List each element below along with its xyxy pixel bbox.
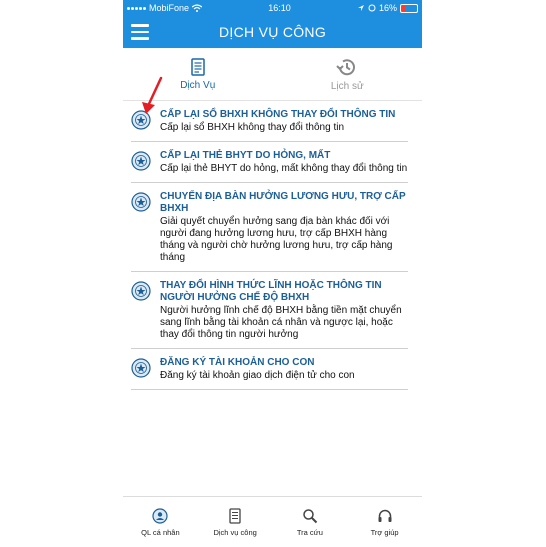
alarm-icon (368, 4, 376, 12)
nav-personal-label: QL cá nhân (141, 527, 180, 537)
service-description: Cấp lại sổ BHXH không thay đổi thông tin (160, 122, 344, 133)
signal-icon (127, 7, 146, 10)
clock: 16:10 (268, 3, 291, 13)
menu-icon[interactable] (131, 24, 149, 40)
tab-services-label: Dịch Vụ (180, 79, 216, 91)
tab-history-label: Lịch sử (330, 80, 364, 92)
service-description: Cấp lại thẻ BHYT do hỏng, mất không thay đổi thông tin (160, 163, 408, 174)
nav-lookup[interactable] (273, 497, 348, 547)
carrier-label: MobiFone (149, 3, 190, 13)
list-item[interactable] (131, 183, 408, 272)
service-description: Giải quyết chuyển hưởng sang địa bàn khác đối với người đang hưởng lương hưu, trợ cấp BHXH hàng tháng và người chờ hưởng lương hưu, trợ cấp hàng tháng (160, 216, 393, 263)
list-item[interactable] (131, 349, 408, 390)
bhxh-logo-icon (131, 151, 151, 171)
nav-help-label: Trợ giúp (370, 527, 399, 537)
service-title: ĐĂNG KÝ TÀI KHOẢN CHO CON (160, 357, 315, 368)
battery-icon (400, 4, 418, 13)
bhxh-logo-icon (131, 192, 151, 212)
list-item[interactable] (131, 272, 408, 349)
app-bar (123, 16, 422, 48)
status-bar (123, 0, 422, 16)
nav-help[interactable] (347, 497, 422, 547)
headset-icon (377, 508, 393, 524)
document-icon (229, 508, 241, 524)
tab-bar (123, 48, 422, 101)
annotation-arrow-icon (139, 76, 165, 116)
wifi-icon (192, 4, 202, 12)
search-icon (302, 508, 318, 524)
location-icon (357, 4, 365, 12)
history-icon (336, 57, 358, 77)
service-title: THAY ĐỔI HÌNH THỨC LĨNH HOẶC THÔNG TIN NGƯỜI HƯỞNG CHẾ ĐỘ BHXH (160, 280, 382, 303)
service-title: CẤP LẠI THẺ BHYT DO HỎNG, MẤT (160, 150, 331, 161)
bottom-nav (123, 496, 422, 547)
list-item[interactable] (131, 142, 408, 183)
list-item[interactable] (131, 101, 408, 142)
bhxh-logo-icon (131, 281, 151, 301)
document-icon (191, 58, 205, 76)
service-title: CHUYỂN ĐỊA BÀN HƯỞNG LƯƠNG HƯU, TRỢ CẤP BHXH (160, 191, 406, 214)
nav-personal[interactable] (123, 497, 198, 547)
phone-screen (123, 0, 422, 547)
service-description: Đăng ký tài khoản giao dịch điện tử cho con (160, 370, 355, 381)
page-title: DỊCH VỤ CÔNG (218, 24, 327, 40)
service-list (123, 101, 422, 390)
bhxh-logo-icon (131, 358, 151, 378)
personal-icon (152, 508, 168, 524)
nav-lookup-label: Tra cứu (296, 527, 323, 537)
nav-public-services-label: Dịch vụ công (213, 527, 257, 537)
tab-history[interactable] (273, 48, 423, 100)
nav-public-services[interactable] (198, 497, 273, 547)
service-description: Người hưởng lĩnh chế độ BHXH bằng tiền mặt chuyển sang lĩnh bằng tài khoản cá nhân và ngược lại, hoặc thay đổi thông tin người hưởng (160, 305, 402, 340)
service-title: CẤP LẠI SỔ BHXH KHÔNG THAY ĐỔI THÔNG TIN (160, 109, 396, 120)
battery-percent: 16% (378, 3, 397, 13)
